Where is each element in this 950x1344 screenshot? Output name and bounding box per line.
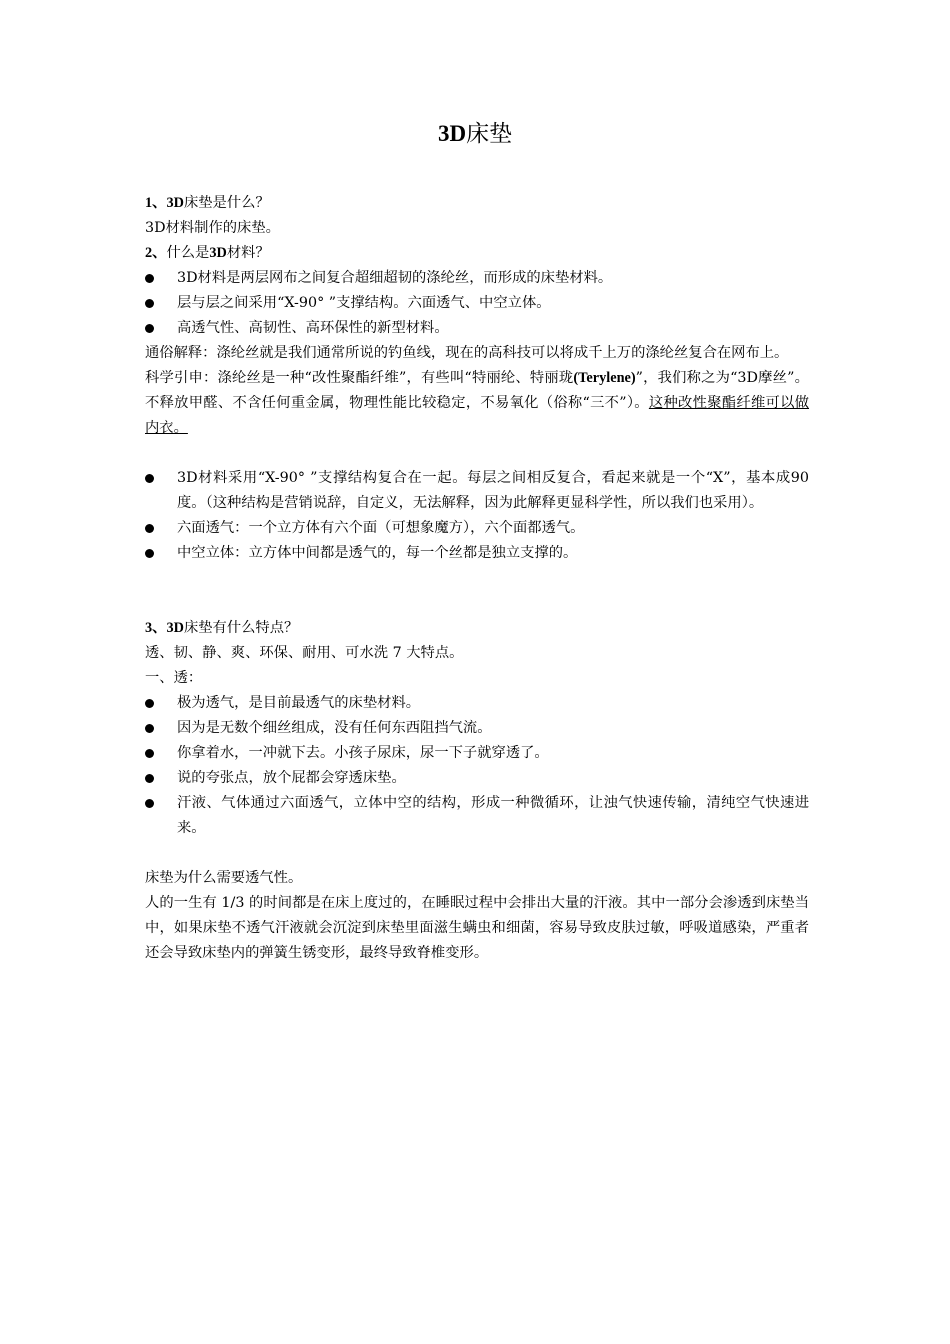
section-1-bold: 3D: [166, 195, 184, 211]
bullet-icon: [145, 474, 154, 483]
list-item-text: 汗液、气体通过六面透气，立体中空的结构，形成一种微循环，让浊气快速传输，清纯空气快速进来。: [177, 795, 809, 836]
list-item: [145, 741, 809, 766]
list-item-text: 六面透气：一个立方体有六个面（可想象魔方），六个面都透气。: [177, 520, 585, 536]
list-item: [145, 516, 809, 541]
section-1-heading: [145, 191, 809, 216]
list-item-text: 你拿着水，一冲就下去。小孩子尿床，尿一下子就穿透了。: [177, 745, 549, 761]
science-underlined-text: 这种改性聚酯纤维可以做内衣。: [145, 395, 810, 436]
why-breathable-text: 人的一生有 1/3 的时间都是在床上度过的，在睡眠过程中会排出大量的汗液。其中一部分会渗透到床垫当中，如果床垫不透气汗液就会沉淀到床垫里面滋生螨虫和细菌，容易导致皮肤过敏，呼吸道感染，严重者还会导致床垫内的弹簧生锈变形，最终导致脊椎变形。: [145, 895, 809, 961]
list-item-text: 高透气性、高韧性、高环保性的新型材料。: [177, 320, 449, 336]
section-3-bold: 3D: [166, 620, 184, 636]
bullet-icon: [145, 324, 154, 333]
spacer: [145, 566, 809, 616]
list-item: [145, 791, 809, 841]
science-extension: [145, 366, 809, 441]
why-breathable-heading: 床垫为什么需要透气性。: [145, 870, 303, 886]
bullet-icon: [145, 799, 154, 808]
section-3-summary: 透、韧、静、爽、环保、耐用、可水洗 7 大特点。: [145, 645, 464, 661]
section-3-title: 床垫有什么特点？: [183, 620, 299, 636]
science-text-post: ”，我们称之为“3D摩丝”。不释放甲醛、不含任何重金属，物理性能比较稳定，不易氧化（俗称“三不”）。: [145, 370, 809, 411]
science-text-bold: (Terylene): [573, 370, 636, 386]
list-item-text: 说的夸张点，放个屁都会穿透床垫。: [177, 770, 406, 786]
bullet-icon: [145, 524, 154, 533]
list-item: [145, 466, 809, 516]
title-rest: 床垫: [466, 121, 513, 147]
section-3-heading: [145, 616, 809, 641]
section-1-title: 床垫是什么？: [183, 195, 270, 211]
page-title: [0, 118, 950, 150]
subsection-heading: 一、透：: [145, 670, 203, 686]
list-item-text: 3D材料采用“X-90° ”支撑结构复合在一起。每层之间相反复合，看起来就是一个“X”，基本成90度。（这种结构是营销说辞，自定义，无法解释，因为此解释更显科学性，所以我们也采用）。: [177, 470, 809, 511]
list-item-text: 3D材料是两层网布之间复合超细超韧的涤纶丝，而形成的床垫材料。: [177, 270, 613, 286]
section-2-number: 2、: [145, 245, 167, 261]
list-item: [145, 266, 809, 291]
title-bold: 3D: [437, 121, 467, 146]
list-item-text: 中空立体：立方体中间都是透气的，每一个丝都是独立支撑的。: [177, 545, 578, 561]
list-item: [145, 716, 809, 741]
bullet-icon: [145, 699, 154, 708]
list-item: [145, 291, 809, 316]
section-1-answer: 3D材料制作的床垫。: [145, 220, 280, 236]
list-item-text: 因为是无数个细丝组成，没有任何东西阻挡气流。: [177, 720, 492, 736]
list-item: [145, 766, 809, 791]
document-body: [145, 191, 809, 966]
bullet-icon: [145, 549, 154, 558]
science-text-pre: 科学引申：涤纶丝是一种“改性聚酯纤维”，有些叫“特丽纶、特丽珑: [145, 370, 574, 386]
bullet-icon: [145, 749, 154, 758]
spacer: [145, 441, 809, 466]
section-2-bold: 3D: [209, 245, 227, 261]
section-2-pre: 什么是: [166, 245, 210, 261]
list-item-text: 极为透气，是目前最透气的床垫材料。: [177, 695, 421, 711]
bullet-icon: [145, 274, 154, 283]
section-2-title: 材料？: [226, 245, 270, 261]
list-item: [145, 541, 809, 566]
bullet-icon: [145, 724, 154, 733]
list-item-text: 层与层之间采用“X-90° ”支撑结构。六面透气、中空立体。: [177, 295, 551, 311]
section-2-heading: [145, 241, 809, 266]
section-1-number: 1、: [145, 195, 167, 211]
popular-explanation: 通俗解释：涤纶丝就是我们通常所说的钓鱼线，现在的高科技可以将成千上万的涤纶丝复合在网布上。: [145, 345, 789, 361]
bullet-icon: [145, 774, 154, 783]
spacer: [145, 841, 809, 866]
list-item: [145, 691, 809, 716]
bullet-icon: [145, 299, 154, 308]
section-3-number: 3、: [145, 620, 167, 636]
list-item: [145, 316, 809, 341]
